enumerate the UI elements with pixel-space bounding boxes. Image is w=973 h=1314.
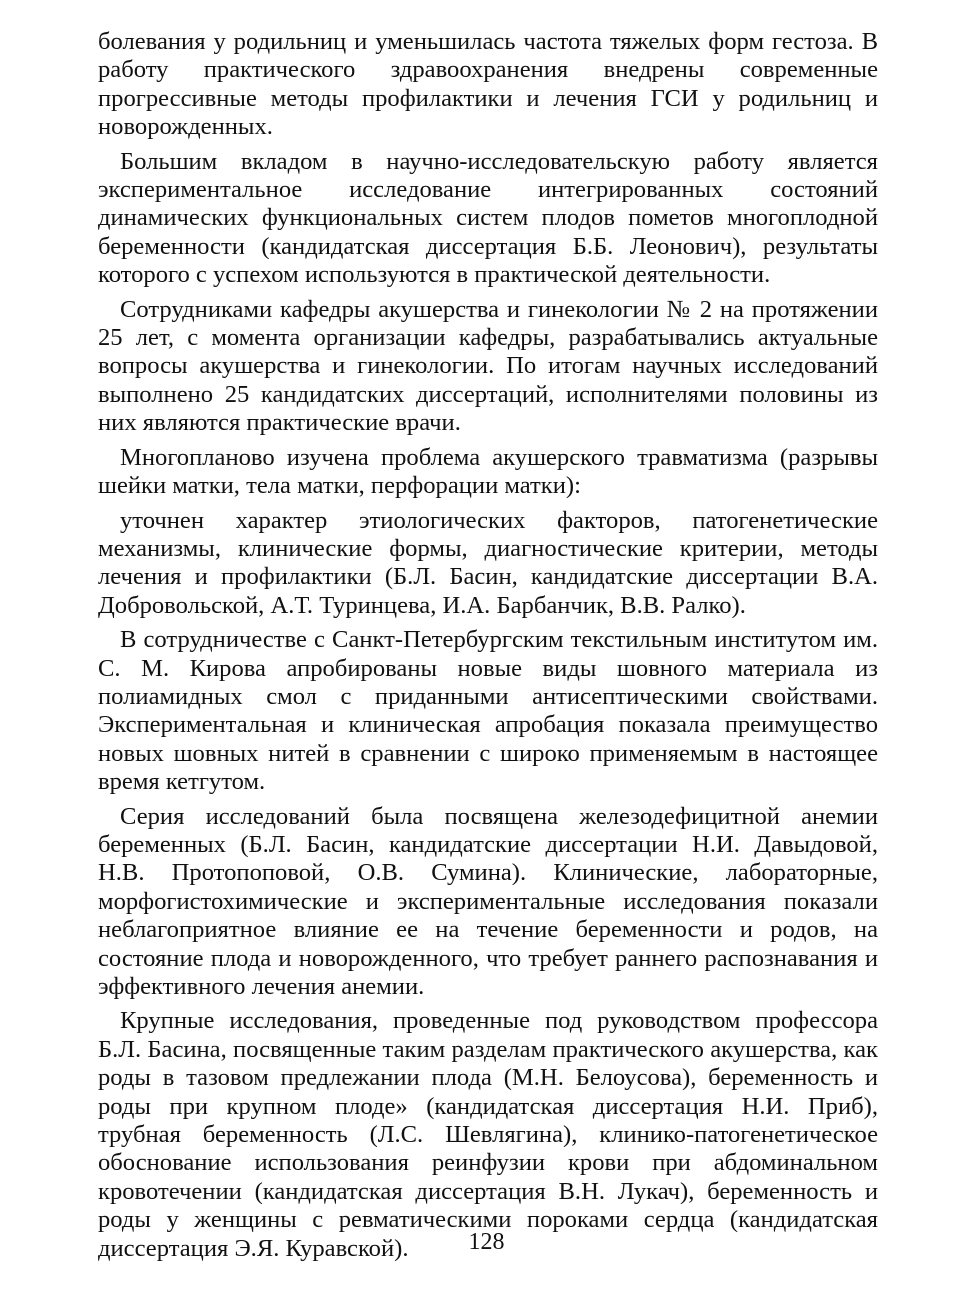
paragraph-etiology: уточнен характер этиологических факторов, патогенетические механизмы, клинические формы, диагностические критерии, методы лечения и профилактики (Б.Л. Басин, кандидатские диссертации В.А. Добровольской, А.Т. Туринцева, И.А. Барбанчик, В.В. Ралко). [98,506,878,619]
paragraph-anemia-research: Серия исследований была посвящена железодефицитной анемии беременных (Б.Л. Басин, кандидатские диссертации Н.И. Давыдовой, Н.В. Протопоповой, О.В. Сумина). Клинические, лабораторные, морфогистохимические и экспериментальные исследования показали неблагоприятное влияние ее на течение беременности и родов, на состояние плода и новорожденного, что требует раннего распознавания и эффективного лечения анемии. [98,802,878,1000]
page-number: 128 [468,1229,505,1255]
paragraph-department-staff: Сотрудниками кафедры акушерства и гинекологии № 2 на протяжении 25 лет, с момента организации кафедры, разрабатывались актуальные вопросы акушерства и гинекологии. По итогам научных исследований выполнено 25 кандидатских диссертаций, исполнителями половины из них являются практические врачи. [98,295,878,437]
paragraph-obstetric-trauma: Многопланово изучена проблема акушерского травматизма (разрывы шейки матки, тела матки, перфорации матки): [98,443,878,500]
paragraph-major-research: Крупные исследования, проведенные под руководством профессора Б.Л. Басина, посвященные таким разделам практического акушерства, как роды в тазовом предлежании плода (М.Н. Белоусова), беременность и роды при крупном плоде» (кандидатская диссертация Н.И. Приб), трубная беременность (Л.С. Шевлягина), клинико-патогенетическое обоснование использования реинфузии крови при абдоминальном кровотечении (кандидатская диссертация В.Н. Лукач), беременность и роды у женщины с ревматическими пороками сердца (кандидатская диссертация Э.Я. Куравской). [98,1007,878,1262]
paragraph-suture-material: В сотрудничестве с Санкт-Петербургским текстильным институтом им. С. М. Кирова апробированы новые виды шовного материала из полиамидных смол с приданными антисептическими свойствами. Экспериментальная и клиническая апробация показала преимущество новых шовных нитей в сравнении с широко применяемым в настоящее время кетгутом. [98,626,878,796]
paragraph-experimental-research: Большим вкладом в научно-исследовательскую работу является экспериментальное исследование интегрированных состояний динамических функциональных систем плодов пометов многоплодной беременности (кандидатская диссертация Б.Б. Леонович), результаты которого с успехом используются в практической деятельности. [98,147,878,289]
paragraph-continuation: болевания у родильниц и уменьшилась частота тяжелых форм гестоза. В работу практического здравоохранения внедрены современные прогрессивные методы профилактики и лечения ГСИ у родильниц и новорожденных. [98,28,878,141]
document-page [98,28,878,1269]
